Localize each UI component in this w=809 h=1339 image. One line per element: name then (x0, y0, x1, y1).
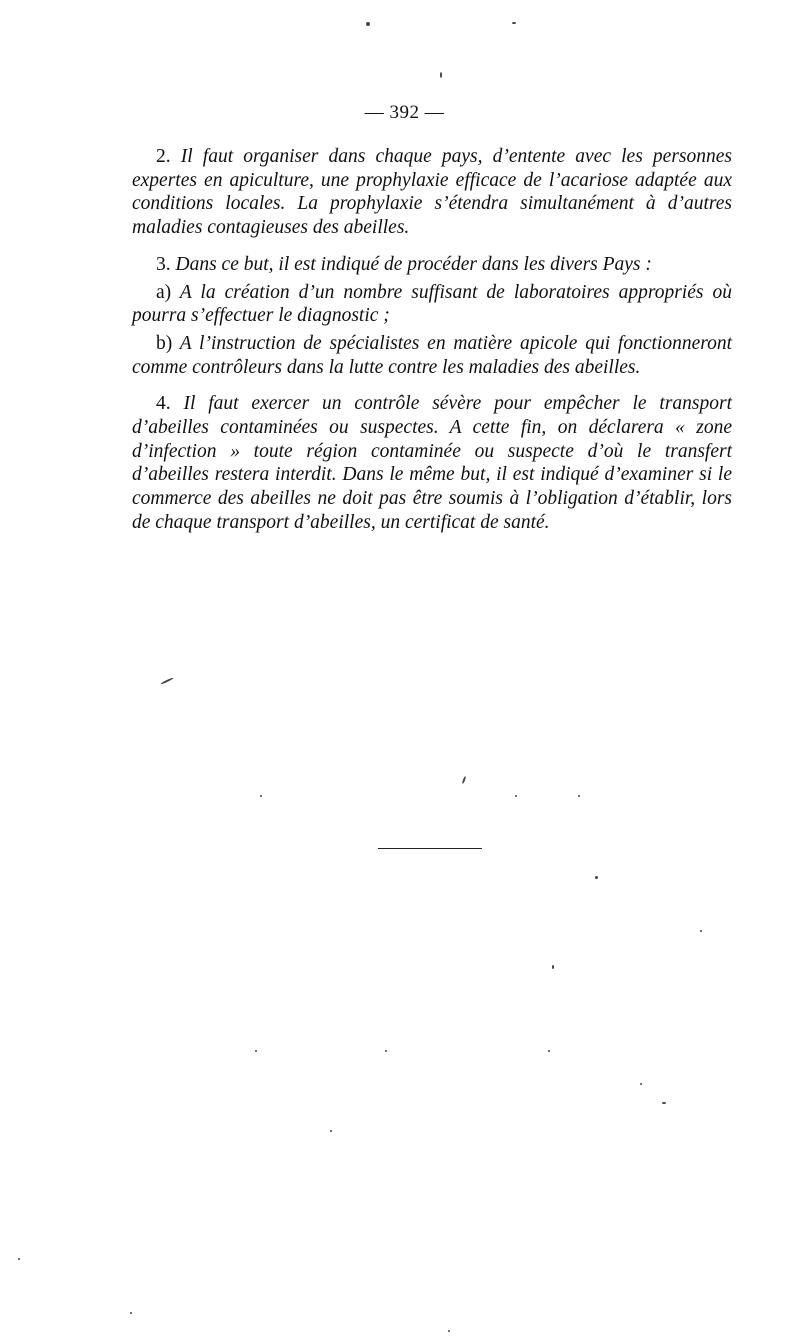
scan-speck (552, 965, 554, 969)
scan-speck (515, 795, 517, 797)
paragraph-3a (132, 281, 732, 328)
paragraph-4 (132, 392, 732, 534)
scan-speck (512, 22, 516, 24)
body-text (132, 145, 732, 535)
paragraph-number: a) (156, 281, 172, 303)
paragraph-text: Il faut exercer un contrôle sévère pour empêcher le transport d’abeilles contaminées ou suspectes. A cette fin, on déclarera « zone d’infection » toute région contaminée ou suspecte d’où le transfert d’abeilles restera interdit. Dans le même but, il est indiqué d’examiner si le commerce des abeilles ne doit pas être soumis à l’obligation d’établir, lors de chaque transport d’abeilles, un certificat de santé. (132, 393, 732, 533)
paragraph-2 (132, 145, 732, 240)
scan-speck (366, 22, 370, 26)
scan-speck (578, 795, 580, 797)
paragraph-3b (132, 332, 732, 379)
paragraph-text: A la création d’un nombre suffisant de laboratoires appropriés où pourra s’effectuer le diagnostic ; (132, 281, 732, 327)
scan-speck (700, 930, 702, 932)
scan-speck (462, 776, 467, 784)
scan-speck (260, 795, 262, 797)
paragraph-text: A l’instruction de spécialistes en matière apicole qui fonctionneront comme contrôleurs dans la lutte contre les maladies des abeilles. (132, 332, 733, 378)
scan-speck (385, 1050, 387, 1052)
scan-speck (595, 876, 598, 879)
scan-speck (662, 1102, 666, 1104)
scan-speck (330, 1130, 332, 1132)
paragraph-number: 3. (156, 253, 171, 275)
scan-speck (448, 1330, 450, 1332)
paragraph-text: Dans ce but, il est indiqué de procéder dans les divers Pays : (175, 253, 652, 275)
paragraph-number: b) (156, 332, 173, 354)
paragraph-number: 4. (156, 393, 171, 415)
scan-speck (18, 1258, 20, 1260)
scan-speck (640, 1083, 642, 1085)
scan-speck (130, 1312, 132, 1314)
paragraph-3 (132, 253, 732, 277)
scan-speck (440, 72, 442, 78)
paragraph-number: 2. (156, 146, 171, 167)
scan-speck (160, 677, 174, 685)
page-number: — 392 — (364, 102, 445, 123)
section-rule (378, 848, 482, 849)
scan-speck (255, 1050, 257, 1052)
paragraph-text: Il faut organiser dans chaque pays, d’entente avec les personnes expertes en apiculture, une prophylaxie efficace de l’acariose adaptée aux conditions locales. La prophylaxie s’étendra simultanément à d’autres maladies contagieuses des abeilles. (132, 146, 732, 239)
scan-speck (548, 1050, 550, 1052)
